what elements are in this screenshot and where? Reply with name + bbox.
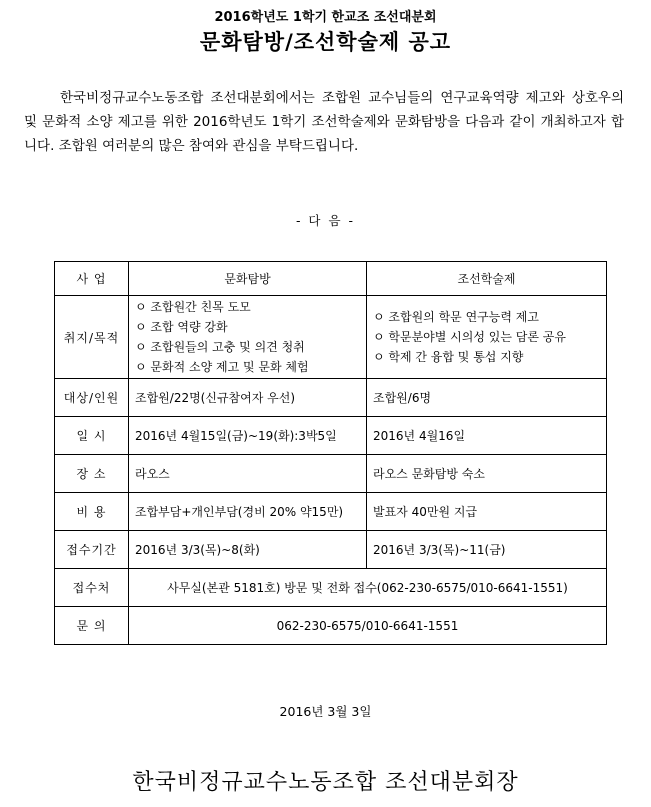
- header-culture-tour: 문화탐방: [129, 262, 367, 296]
- table-row-cost: [55, 493, 607, 531]
- list-item: ㅇ 조합원의 학문 연구능력 제고: [373, 310, 539, 324]
- row-label-target: 대상/인원: [55, 379, 129, 417]
- document-date: 2016년 3월 3일: [279, 704, 372, 719]
- event-table: [54, 261, 607, 645]
- cost-symposium: 발표자 40만원 지급: [367, 493, 607, 531]
- target-culture-tour: 조합원/22명(신규참여자 우선): [129, 379, 367, 417]
- table-row-date: [55, 417, 607, 455]
- row-label-date: 일 시: [55, 417, 129, 455]
- place-symposium: 라오스 문화탐방 숙소: [367, 455, 607, 493]
- row-label-cost: 비 용: [55, 493, 129, 531]
- list-item: ㅇ 조합 역량 강화: [135, 320, 228, 334]
- purpose-symposium: [367, 296, 607, 379]
- list-item: ㅇ 학문분야별 시의성 있는 담론 공유: [373, 330, 566, 344]
- table-row-inquiry: [55, 607, 607, 645]
- header-category: 사 업: [55, 262, 129, 296]
- table-row-target: [55, 379, 607, 417]
- intro-paragraph: 한국비정규교수노동조합 조선대분회에서는 조합원 교수님들의 연구교육역량 제고와 상호우의 및 문화적 소양 제고를 위한 2016학년도 1학기 조선학술제와 문화탐방을 다음과 같이 개최하고자 합니다. 조합원 여러분의 많은 참여와 관심을 부탁드립니다.: [24, 90, 624, 154]
- list-item: ㅇ 조합원들의 고충 및 의견 청취: [135, 340, 305, 354]
- table-header-row: [55, 262, 607, 296]
- cost-culture-tour: 조합부담+개인부담(경비 20% 약15만): [129, 493, 367, 531]
- target-symposium: 조합원/6명: [367, 379, 607, 417]
- list-item: ㅇ 조합원간 친목 도모: [135, 300, 251, 314]
- intro-paragraph-block: [24, 86, 624, 158]
- purpose-culture-tour: [129, 296, 367, 379]
- row-label-place: 장 소: [55, 455, 129, 493]
- table-row-office: [55, 569, 607, 607]
- date-culture-tour: 2016년 4월15일(금)~19(화):3박5일: [129, 417, 367, 455]
- period-symposium: 2016년 3/3(목)~11(금): [367, 531, 607, 569]
- table-row-period: [55, 531, 607, 569]
- row-label-inquiry: 문 의: [55, 607, 129, 645]
- list-item: ㅇ 학제 간 융합 및 통섭 지향: [373, 350, 524, 364]
- row-label-purpose: 취지/목적: [55, 296, 129, 379]
- header-symposium: 조선학술제: [367, 262, 607, 296]
- inquiry-value: 062-230-6575/010-6641-1551: [129, 607, 607, 645]
- document-title: 문화탐방/조선학술제 공고: [199, 30, 452, 54]
- period-culture-tour: 2016년 3/3(목)~8(화): [129, 531, 367, 569]
- row-label-period: 접수기간: [55, 531, 129, 569]
- place-culture-tour: 라오스: [129, 455, 367, 493]
- row-label-office: 접수처: [55, 569, 129, 607]
- notice-label: - 다 음 -: [295, 213, 356, 228]
- table-row-purpose: [55, 296, 607, 379]
- list-item: ㅇ 문화적 소양 제고 및 문화 체험: [135, 360, 309, 374]
- document-subtitle: 2016학년도 1학기 한교조 조선대분회: [214, 10, 437, 25]
- table-row-place: [55, 455, 607, 493]
- signature: 한국비정규교수노동조합 조선대분회장: [132, 770, 519, 795]
- office-value: 사무실(본관 5181호) 방문 및 전화 접수(062-230-6575/010-6641-1551): [129, 569, 607, 607]
- date-symposium: 2016년 4월16일: [367, 417, 607, 455]
